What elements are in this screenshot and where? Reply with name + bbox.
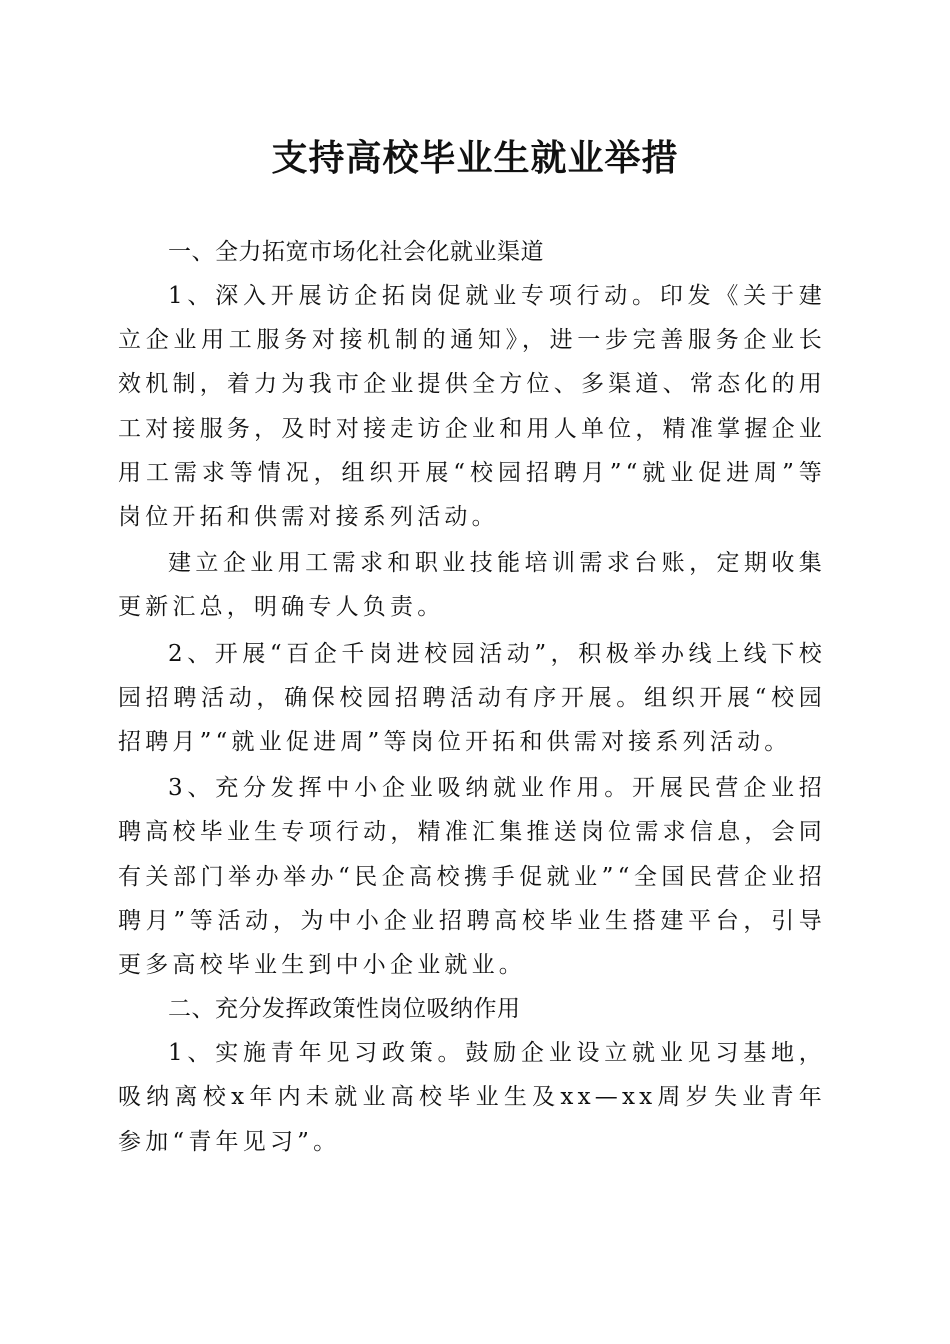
paragraph: 建立企业用工需求和职业技能培训需求台账，定期收集更新汇总，明确专人负责。 bbox=[118, 550, 826, 621]
section-heading: 二、充分发挥政策性岗位吸纳作用 bbox=[168, 996, 521, 1023]
paragraph: 2、开展“百企千岗进校园活动”，积极举办线上线下校园招聘活动，确保校园招聘活动有序开展。组织开展“校园招聘月”“就业促进周”等岗位开拓和供需对接系列活动。 bbox=[118, 640, 826, 756]
paragraph: 3、充分发挥中小企业吸纳就业作用。开展民营企业招聘高校毕业生专项行动，精准汇集推送岗位需求信息，会同有关部门举办举办“民企高校携手促就业”“全国民营企业招聘月”等活动，为中小企业招聘高校毕业生搭建平台，引导更多高校毕业生到中小企业就业。 bbox=[118, 775, 826, 979]
section-heading: 一、全力拓宽市场化社会化就业渠道 bbox=[168, 239, 544, 265]
document-title: 支持高校毕业生就业举措 bbox=[271, 137, 679, 179]
paragraph: 1、深入开展访企拓岗促就业专项行动。印发《关于建立企业用工服务对接机制的通知》，进一步完善服务企业长效机制，着力为我市企业提供全方位、多渠道、常态化的用工对接服务，及时对接走访企业和用人单位，精准掌握企业用工需求等情况，组织开展“校园招聘月”“就业促进周”等岗位开拓和供需对接系列活动。 bbox=[118, 283, 826, 531]
section-2 bbox=[118, 987, 826, 1164]
section-1 bbox=[118, 230, 826, 987]
document-body bbox=[118, 230, 826, 1164]
paragraph: 1、实施青年见习政策。鼓励企业设立就业见习基地，吸纳离校x年内未就业高校毕业生及xx—xx周岁失业青年参加“青年见习”。 bbox=[118, 1040, 826, 1155]
